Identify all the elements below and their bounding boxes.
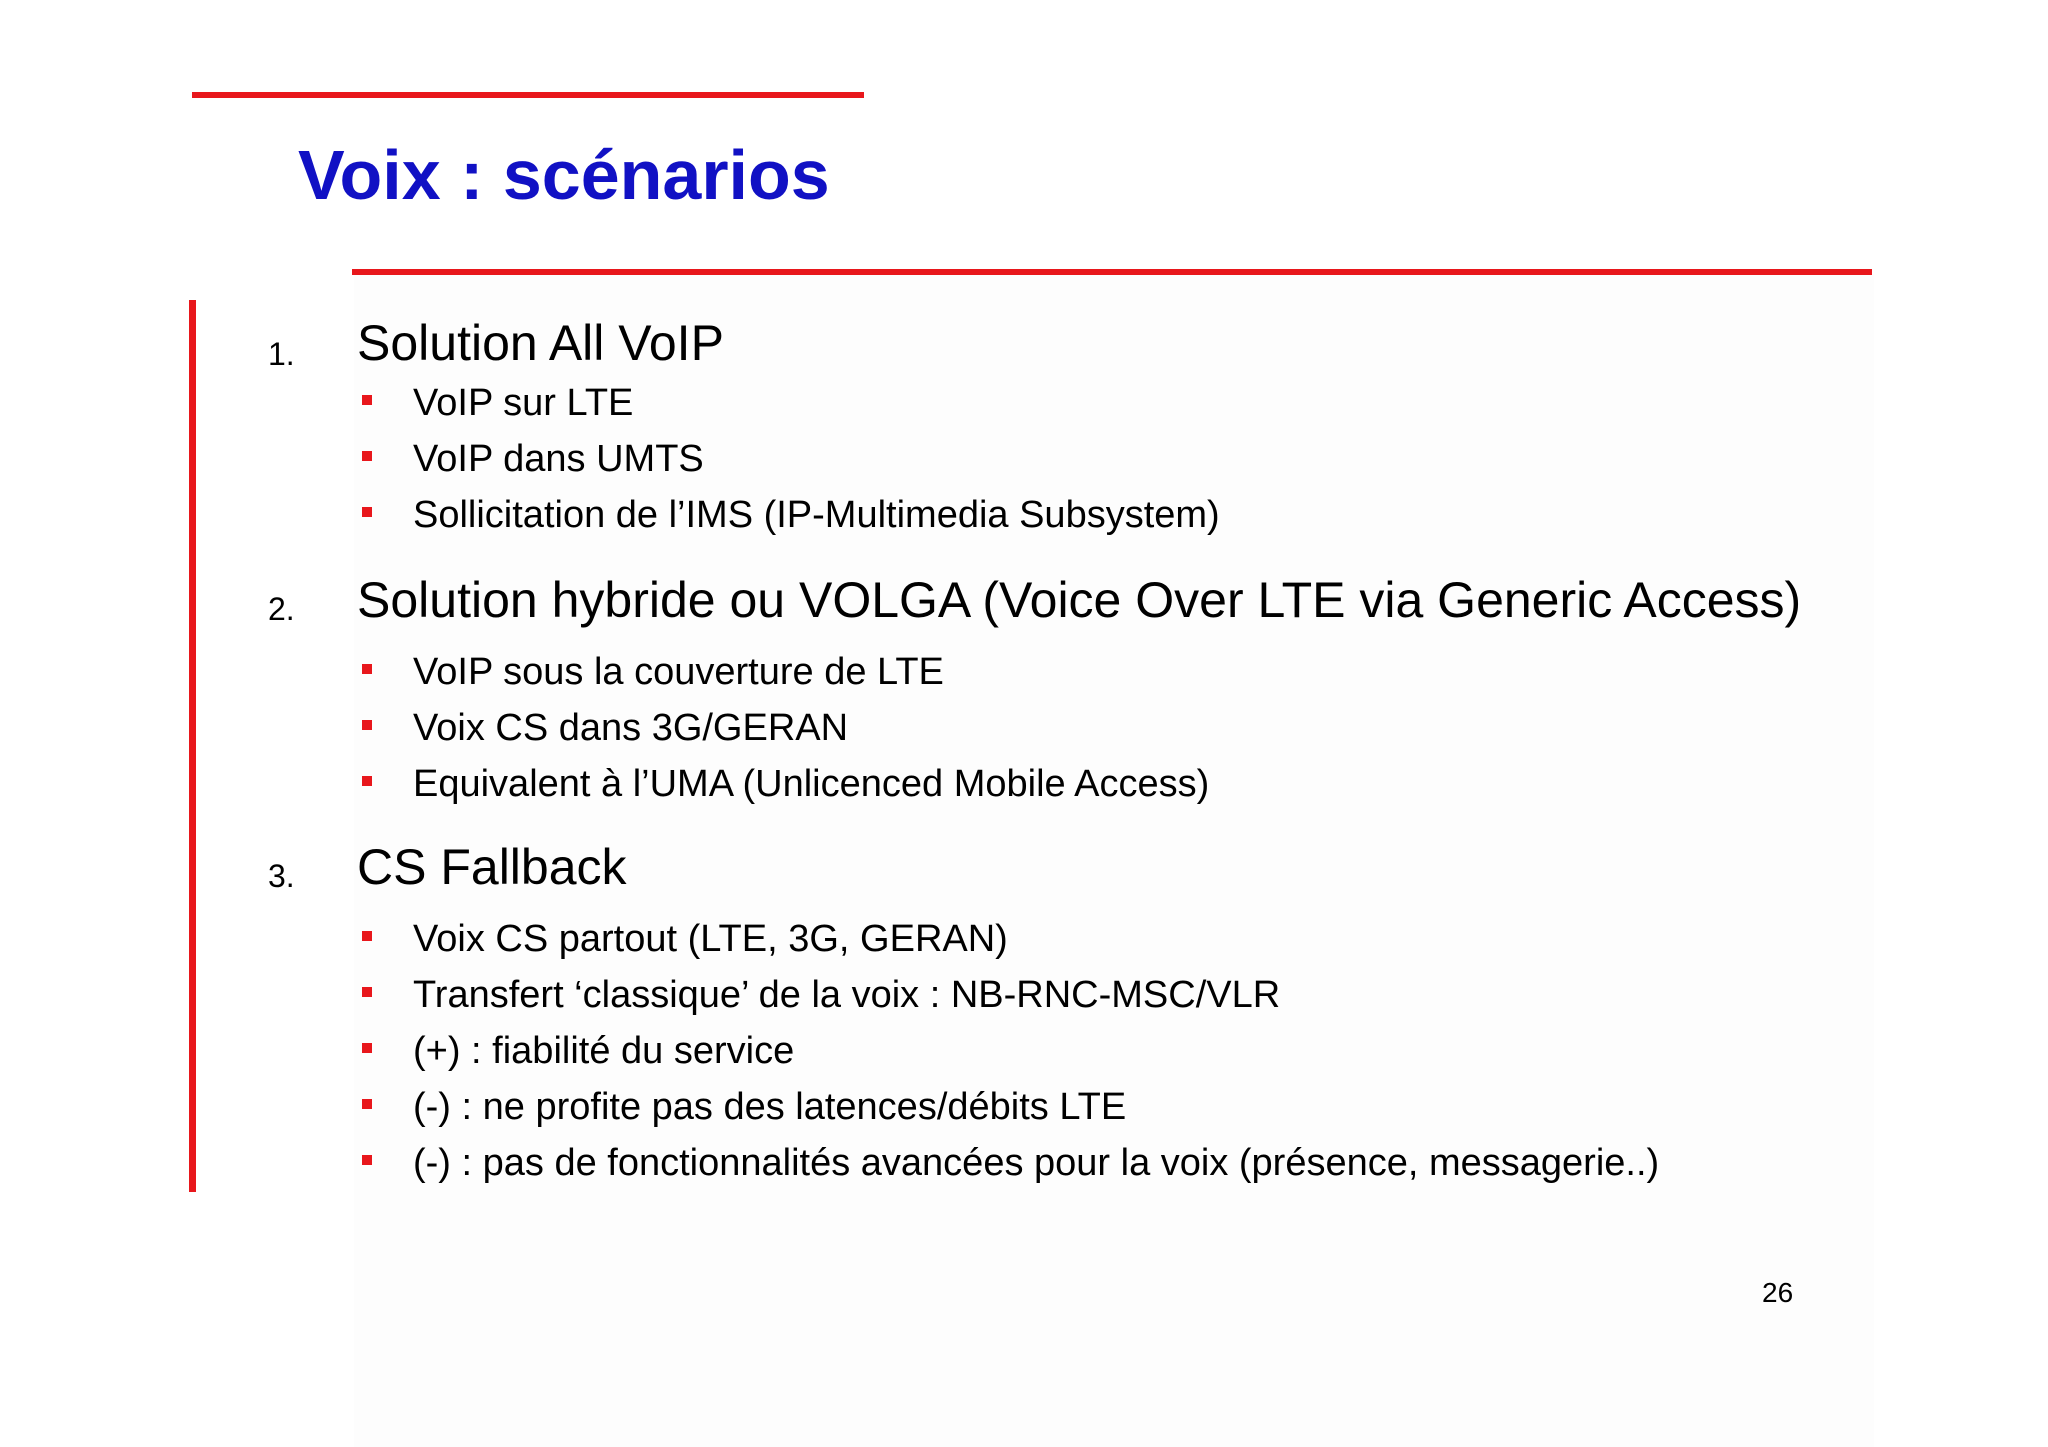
subitem-text: Transfert ‘classique’ de la voix : NB-RNC-MSC/VLR [413,974,1281,1016]
subitem-text: (-) : pas de fonctionnalités avancées pour la voix (présence, messagerie..) [413,1142,1660,1184]
subitem-text: Voix CS partout (LTE, 3G, GERAN) [413,918,1008,960]
left-accent-rule [189,300,196,1192]
subitem-text: Equivalent à l’UMA (Unlicenced Mobile Access) [413,763,1210,805]
scenario-heading: CS Fallback [357,839,627,895]
title-underline-rule [352,269,1872,275]
square-bullet-icon [362,720,372,730]
square-bullet-icon [362,776,372,786]
square-bullet-icon [362,987,372,997]
subitem-text: (+) : fiabilité du service [413,1030,795,1072]
scenario-heading: Solution hybride ou VOLGA (Voice Over LTE via Generic Access) [357,572,1802,628]
square-bullet-icon [362,1099,372,1109]
subitem-text: VoIP sur LTE [413,382,634,424]
top-accent-rule [192,92,864,98]
scenario-number: 3. [268,858,295,894]
subitem-text: Sollicitation de l’IMS (IP-Multimedia Subsystem) [413,494,1220,536]
page-number: 26 [1762,1277,1794,1308]
scenario-number: 1. [268,336,295,372]
square-bullet-icon [362,1155,372,1165]
square-bullet-icon [362,395,372,405]
slide-title: Voix : scénarios [298,136,830,214]
square-bullet-icon [362,507,372,517]
subitem-text: (-) : ne profite pas des latences/débits LTE [413,1086,1127,1128]
square-bullet-icon [362,451,372,461]
scenario-heading: Solution All VoIP [357,315,724,371]
scenario-number: 2. [268,591,295,627]
square-bullet-icon [362,931,372,941]
square-bullet-icon [362,1043,372,1053]
subitem-text: VoIP sous la couverture de LTE [413,651,944,693]
subitem-text: Voix CS dans 3G/GERAN [413,707,849,749]
subitem-text: VoIP dans UMTS [413,438,704,480]
square-bullet-icon [362,664,372,674]
